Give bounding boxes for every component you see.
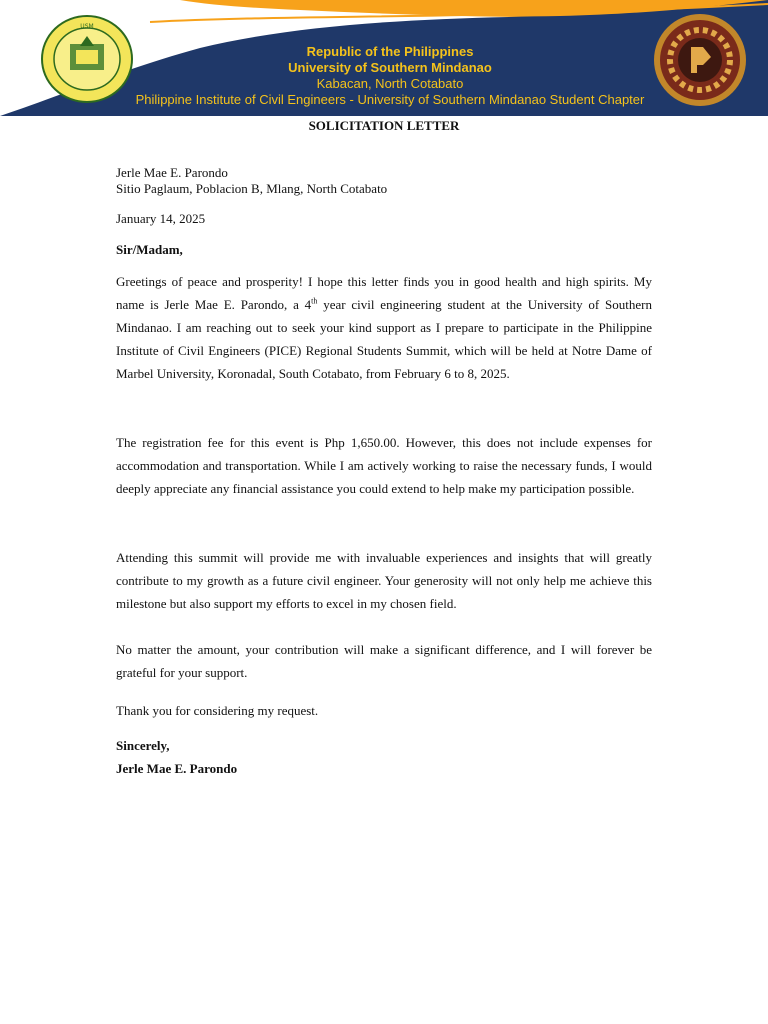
thanks-line: Thank you for considering my request.: [116, 703, 319, 718]
header-chapter: Philippine Institute of Civil Engineers - University of Southern Mindanao Student Chapter: [135, 92, 645, 107]
ordinal-suffix: th: [311, 296, 318, 306]
paragraph-3: Attending this summit will provide me with invaluable experiences and insights that will greatly contribute to my growth as a future civil engineer. Your generosity will not only help me achieve this milestone but also support my efforts to excel in my chosen field.: [116, 550, 652, 611]
salutation: Sir/Madam,: [116, 242, 183, 257]
paragraph-1-part-a: Greetings of peace and prosperity! I hope this letter finds you in good health and high spirits. My name is Jerle Mae E. Parondo, a 4: [116, 274, 652, 312]
paragraph-1: [116, 270, 652, 385]
paragraph-1-part-b: year civil engineering student at the University of Southern Mindanao. I am reaching out to seek your kind support as I prepare to participate in the Philippine Institute of Civil Engineers (PICE) Regional Students Summit, which will be held at Notre Dame of Marbel University, Koronadal, South Cotabato, from February 6 to 8, 2025.: [116, 297, 652, 381]
closing: Sincerely,: [116, 738, 170, 753]
header-location: Kabacan, North Cotabato: [316, 76, 464, 91]
letter-date: January 14, 2025: [116, 211, 206, 226]
paragraph-2: The registration fee for this event is Php 1,650.00. However, this does not include expenses for accommodation and transportation. While I am actively working to raise the necessary funds, I would deeply appreciate any financial assistance you could extend to help make my participation possible.: [116, 435, 652, 496]
header-republic: Republic of the Philippines: [306, 44, 474, 59]
letter-title: SOLICITATION LETTER: [308, 118, 460, 133]
signature-name: Jerle Mae E. Parondo: [116, 761, 238, 776]
header-university: University of Southern Mindanao: [288, 60, 492, 75]
sender-address: Sitio Paglaum, Poblacion B, Mlang, North Cotabato: [116, 180, 388, 196]
sender-name: Jerle Mae E. Parondo: [116, 165, 228, 180]
closing-block: [116, 734, 237, 780]
letterhead: [0, 0, 768, 118]
letterhead-text: [112, 44, 668, 108]
paragraph-4: No matter the amount, your contribution will make a significant difference, and I will forever be grateful for your support.: [116, 642, 652, 680]
svg-text:USM: USM: [80, 23, 94, 30]
sender-block: [116, 165, 387, 196]
